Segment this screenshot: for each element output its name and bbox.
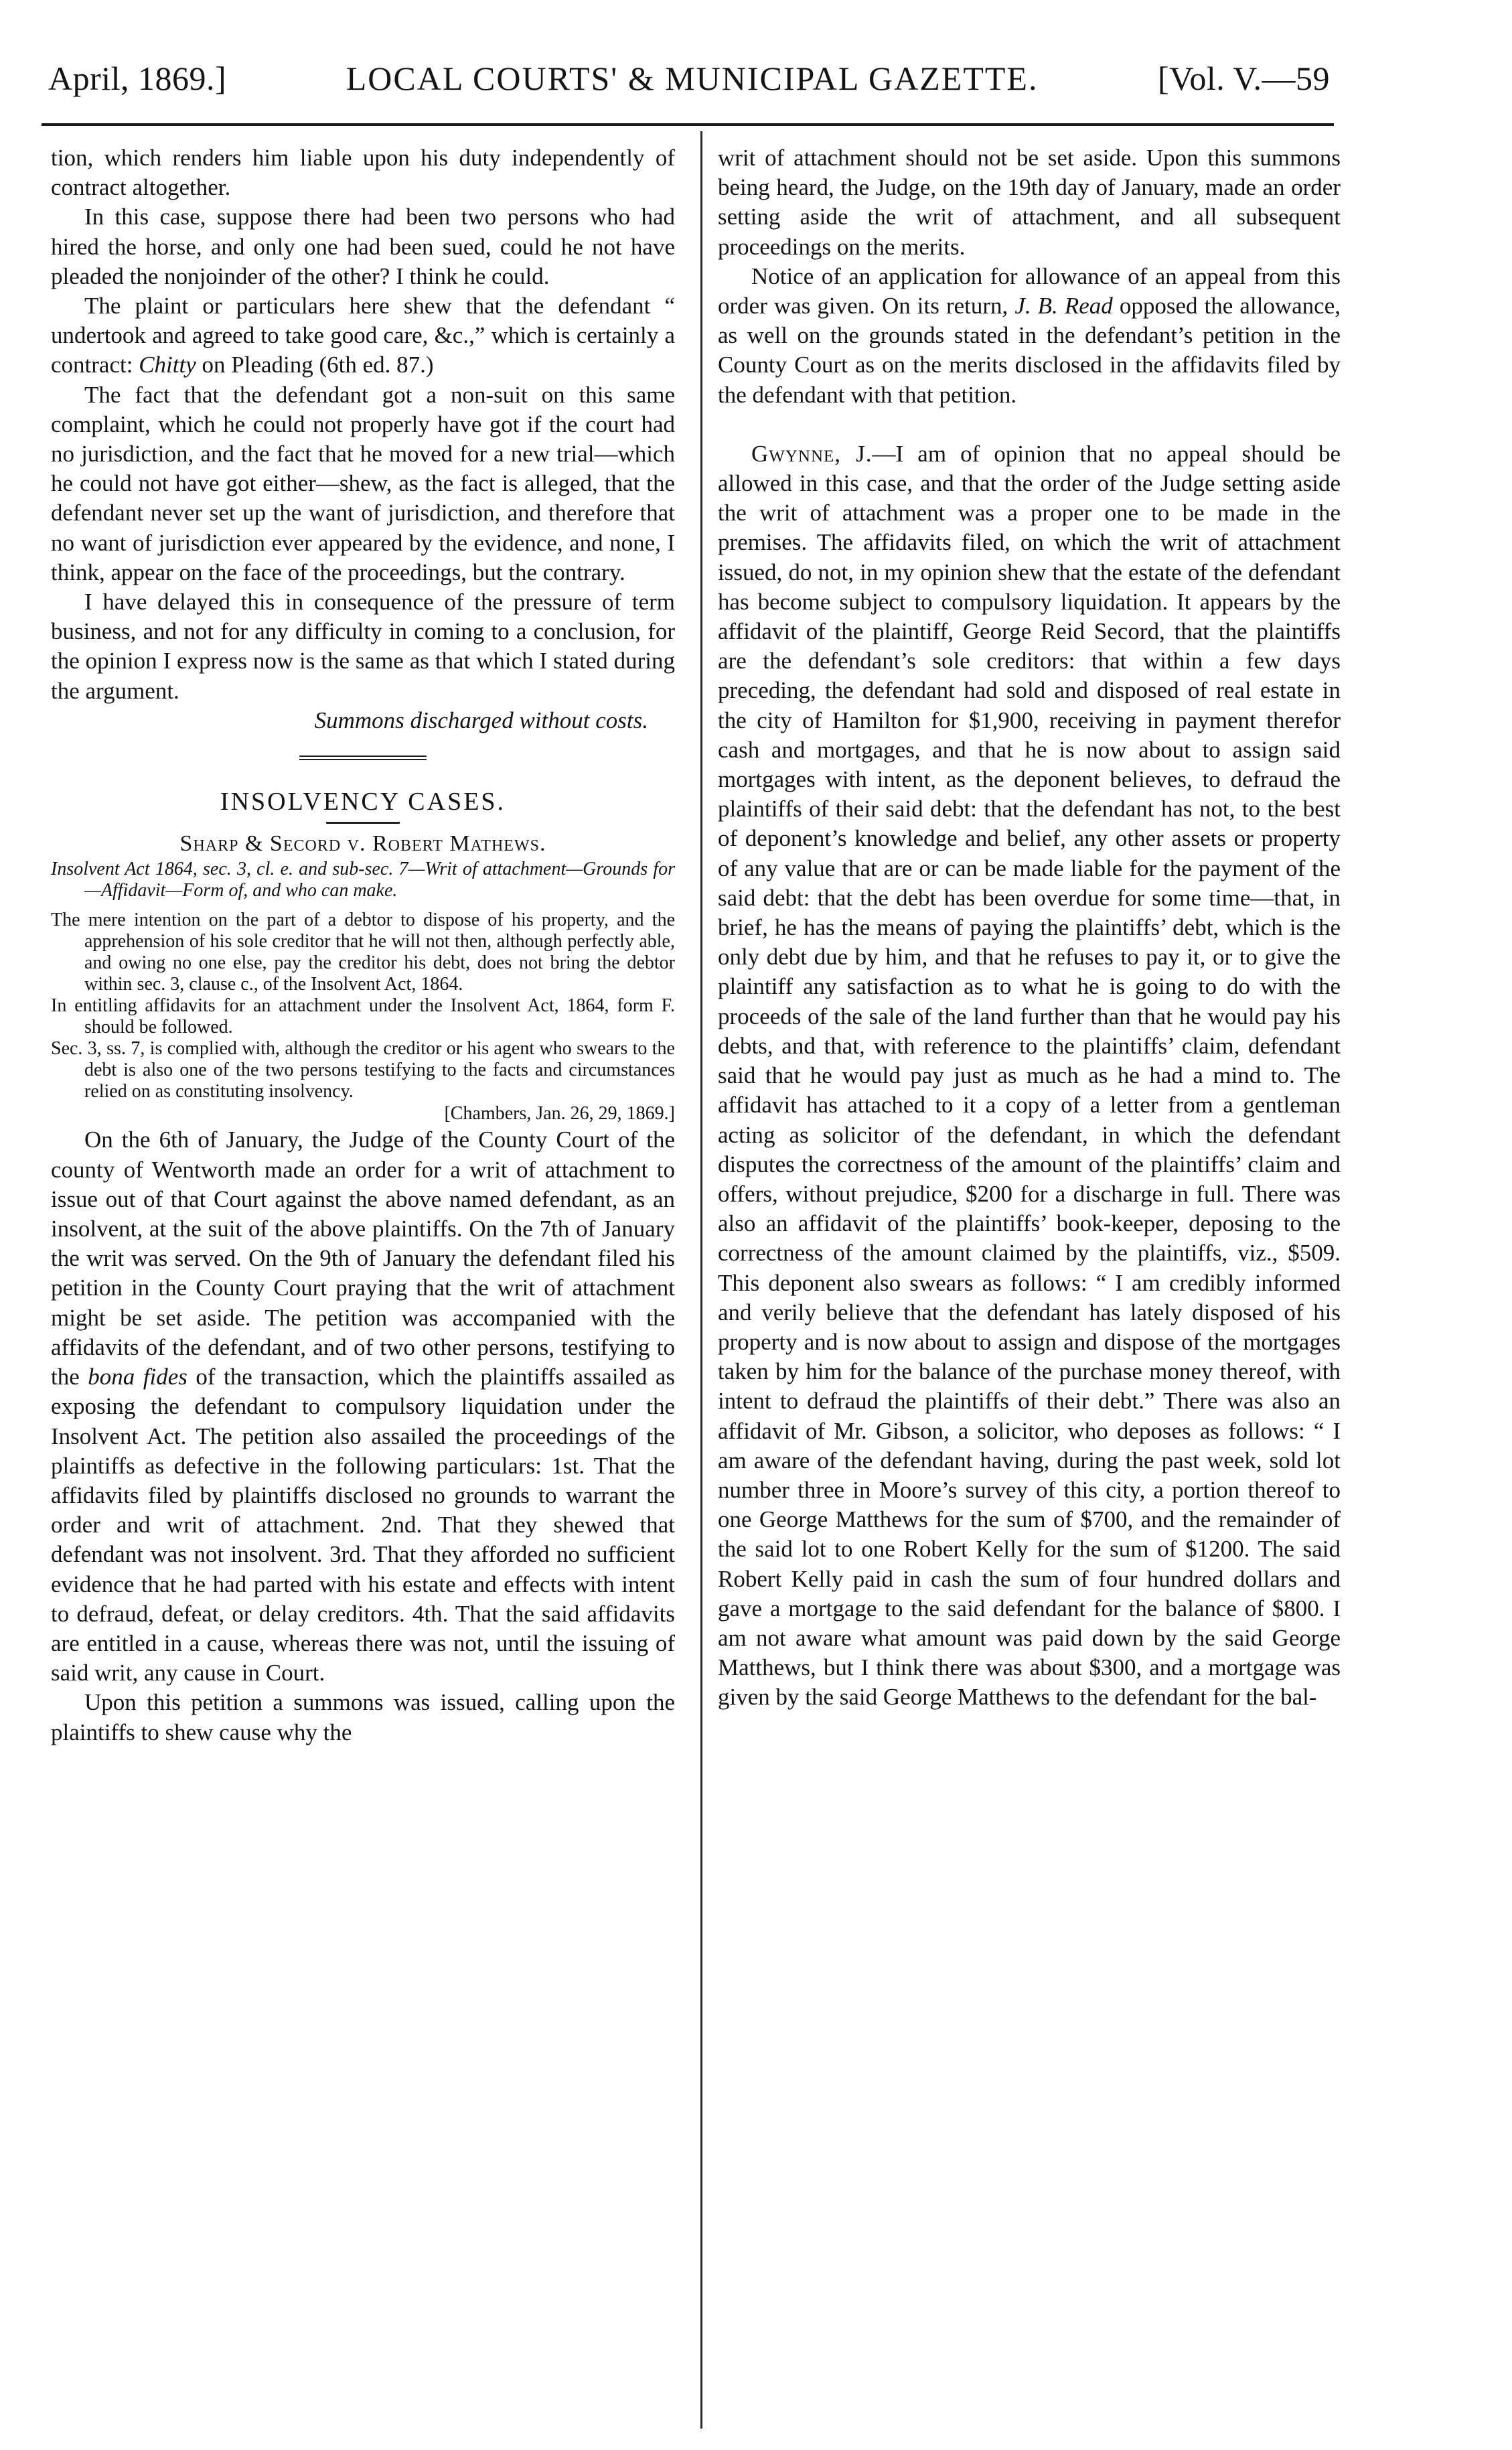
text-run: On the 6th of January, the Judge of the County Court of the county of Wentworth made an order for a writ of attachment to issue out of that Court against the above named defendant, as an insolvent, at the suit of the above plaintiffs. On the 7th of January the writ was served. On the 9th of January the defendant filed his petition in the County Court praying that the writ of attachment might be set aside. The petition was accompanied with the affidavits of the defendant, and of two other persons, testifying to the	[51, 1127, 675, 1390]
text-run: on Pleading (6th ed. 87.)	[202, 352, 434, 378]
left-column	[51, 143, 675, 1747]
citation: Chitty	[139, 352, 196, 378]
paragraph	[718, 262, 1341, 410]
section-title: INSOLVENCY CASES.	[220, 788, 506, 816]
paragraph: The fact that the defendant got a non-suit on this same complaint, which he could not properly have got if the court had no jurisdiction, and the fact that he moved for a new trial—which he could not have got either—shew, as the fact is alleged, that the defendant never set up the want of jurisdiction, and therefore that no want of jurisdiction ever appeared by the evidence, and none, I think, appear on the face of the proceedings, but the contrary.	[51, 381, 675, 585]
text-run: opposed the allowance, as well on the grounds stated in the defendant’s petition in the County Court as on the merits disclosed in the affidavits filed by the defendant with that petition.	[718, 293, 1341, 408]
header-rule	[42, 123, 1334, 126]
issue-date: April, 1869.]	[48, 60, 227, 97]
order-signoff: Summons discharged without costs.	[314, 707, 648, 733]
headnote: In entitling affidavits for an attachment under the Insolvent Act, 1864, form F. should be followed.	[51, 995, 675, 1038]
headnote: The mere intention on the part of a debtor to dispose of his property, and the apprehension of his sole creditor that he will not then, although perfectly able, and owing no one else, pay the creditor his debt, does not bring the debtor within sec. 3, clause c., of the Insolvent Act, 1864.	[51, 910, 675, 995]
chambers-date: [Chambers, Jan. 26, 29, 1869.]	[444, 1103, 675, 1125]
running-head	[48, 59, 1330, 107]
text-run: of the transaction, which the plaintiffs assailed as exposing the defendant to compulsory liquidation under the Insolvent Act. The petition also assailed the proceedings of the plaintiffs as defective in the following particulars: 1st. That the affidavits filed by plaintiffs disclosed no grounds to warrant the order and writ of attachment. 2nd. That they shewed that defendant was not insolvent. 3rd. That they afforded no sufficient evidence that he had parted with his estate and effects with intent to defraud, defeat, or delay creditors. 4th. That the said affidavits are entitled in a cause, whereas there was not, until the issuing of said writ, any cause in Court.	[51, 1364, 676, 1686]
paragraph	[51, 291, 675, 380]
text-run: The plaint or particulars here shew that the defendant “ undertook and agreed to take good care, &c.,” which is certainly a contract:	[51, 293, 675, 378]
volume-page: [Vol. V.—59	[1158, 60, 1330, 97]
right-column	[718, 143, 1341, 1713]
paragraph: In this case, suppose there had been two persons who had hired the horse, and only one had been sued, could he not have pleaded the nonjoinder of the other? I think he could.	[51, 204, 675, 289]
headnote-catchwords: Insolvent Act 1864, sec. 3, cl. e. and sub-sec. 7—Writ of attachment—Grounds for—Affidavit—Form of, and who can make.	[51, 859, 675, 902]
judge-name: Gwynne, J.	[751, 440, 873, 467]
title-rule	[326, 822, 400, 824]
paragraph: writ of attachment should not be set aside. Upon this summons being heard, the Judge, on the 19th day of January, made an order setting aside the writ of attachment, and all subsequent proceedings on the merits.	[718, 145, 1341, 260]
counsel-name: J. B. Read	[1014, 293, 1113, 319]
latin-phrase: bona fides	[88, 1364, 187, 1390]
section-divider	[299, 755, 427, 760]
paragraph	[51, 1125, 675, 1688]
column-divider	[700, 131, 702, 2429]
paragraph: Upon this petition a summons was issued, calling upon the plaintiffs to shew cause why the	[51, 1689, 675, 1745]
paragraph: I have delayed this in consequence of the pressure of term business, and not for any difficulty in coming to a conclusion, for the opinion I express now is the same as that which I stated during the argument.	[51, 589, 675, 704]
publication-title: LOCAL COURTS' & MUNICIPAL GAZETTE.	[346, 60, 1039, 97]
paragraph: tion, which renders him liable upon his duty independently of contract altogether.	[51, 145, 675, 201]
headnote: Sec. 3, ss. 7, is complied with, although the creditor or his agent who swears to the debt is also one of the two persons testifying to the facts and circumstances relied on as constituting insolvency.	[51, 1038, 675, 1102]
text-run: —I am of opinion that no appeal should be allowed in this case, and that the order of the Judge setting aside the writ of attachment was a proper one to be made in the premises. The affidavits filed, on which the writ of attachment issued, do not, in my opinion shew that the estate of the defendant has become subject to compulsory liquidation. It appears by the affidavit of the plaintiff, George Reid Secord, that the plaintiffs are the defendant’s sole creditors: that within a few days preceding, the defendant had sold and disposed of real estate in the city of Hamilton for $1,900, receiving in payment therefor cash and mortgages, and that he is now about to assign said mortgages with intent, as the deponent believes, to defraud the plaintiffs of their said debt: that the defendant has not, to the best of deponent’s knowledge and belief, any other assets or property of any value that are or can be made liable for the payment of the said debt: that the debt has been overdue for some time—that, in brief, he has the means of paying the plaintiffs’ debt, which is the only debt due by him, and that he refuses to pay it, or to give the plaintiff any satisfaction as to what he is going to do with the proceeds of the sale of the land further than that he would pay his debts, and that, with reference to the plaintiffs’ claim, defendant said that he would pay just as much as he had a mind to. The affidavit has attached to it a copy of a letter from a gentleman acting as solicitor of the defendant, in which the defendant disputes the correctness of the amount of the plaintiffs’ claim and offers, without prejudice, $200 for a discharge in full. There was also an affidavit of the plaintiffs’ book-keeper, deposing to the correctness of the amount claimed by the plaintiffs, viz., $509. This deponent also swears as follows: “ I am credibly informed and verily believe that the defendant has lately disposed of his property and is now about to assign and dispose of the mortgages taken by him for the balance of the purchase money thereof, with intent to defraud the plaintiffs of their debt.” There was also an affidavit of Mr. Gibson, a solicitor, who deposes as follows: “ I am aware of the defendant having, during the past week, sold lot number three in Moore’s survey of this city, a portion thereof to one George Matthews for the sum of $700, and the remainder of the said lot to one Robert Kelly for the sum of $1200. The said Robert Kelly paid in cash the sum of four hundred dollars and gave a mortgage to the said defendant for the balance of $800. I am not aware what amount was paid down by the said George Matthews, but I think there was about $300, and a mortgage was given by the said George Matthews to the defendant for the bal-	[718, 440, 1341, 1711]
text-run: Notice of an application for allowance of an appeal from this order was given. On its return,	[718, 263, 1341, 319]
case-title: Sharp & Secord v. Robert Mathews.	[179, 831, 546, 857]
paragraph	[718, 439, 1341, 1713]
spacer	[718, 410, 1341, 439]
